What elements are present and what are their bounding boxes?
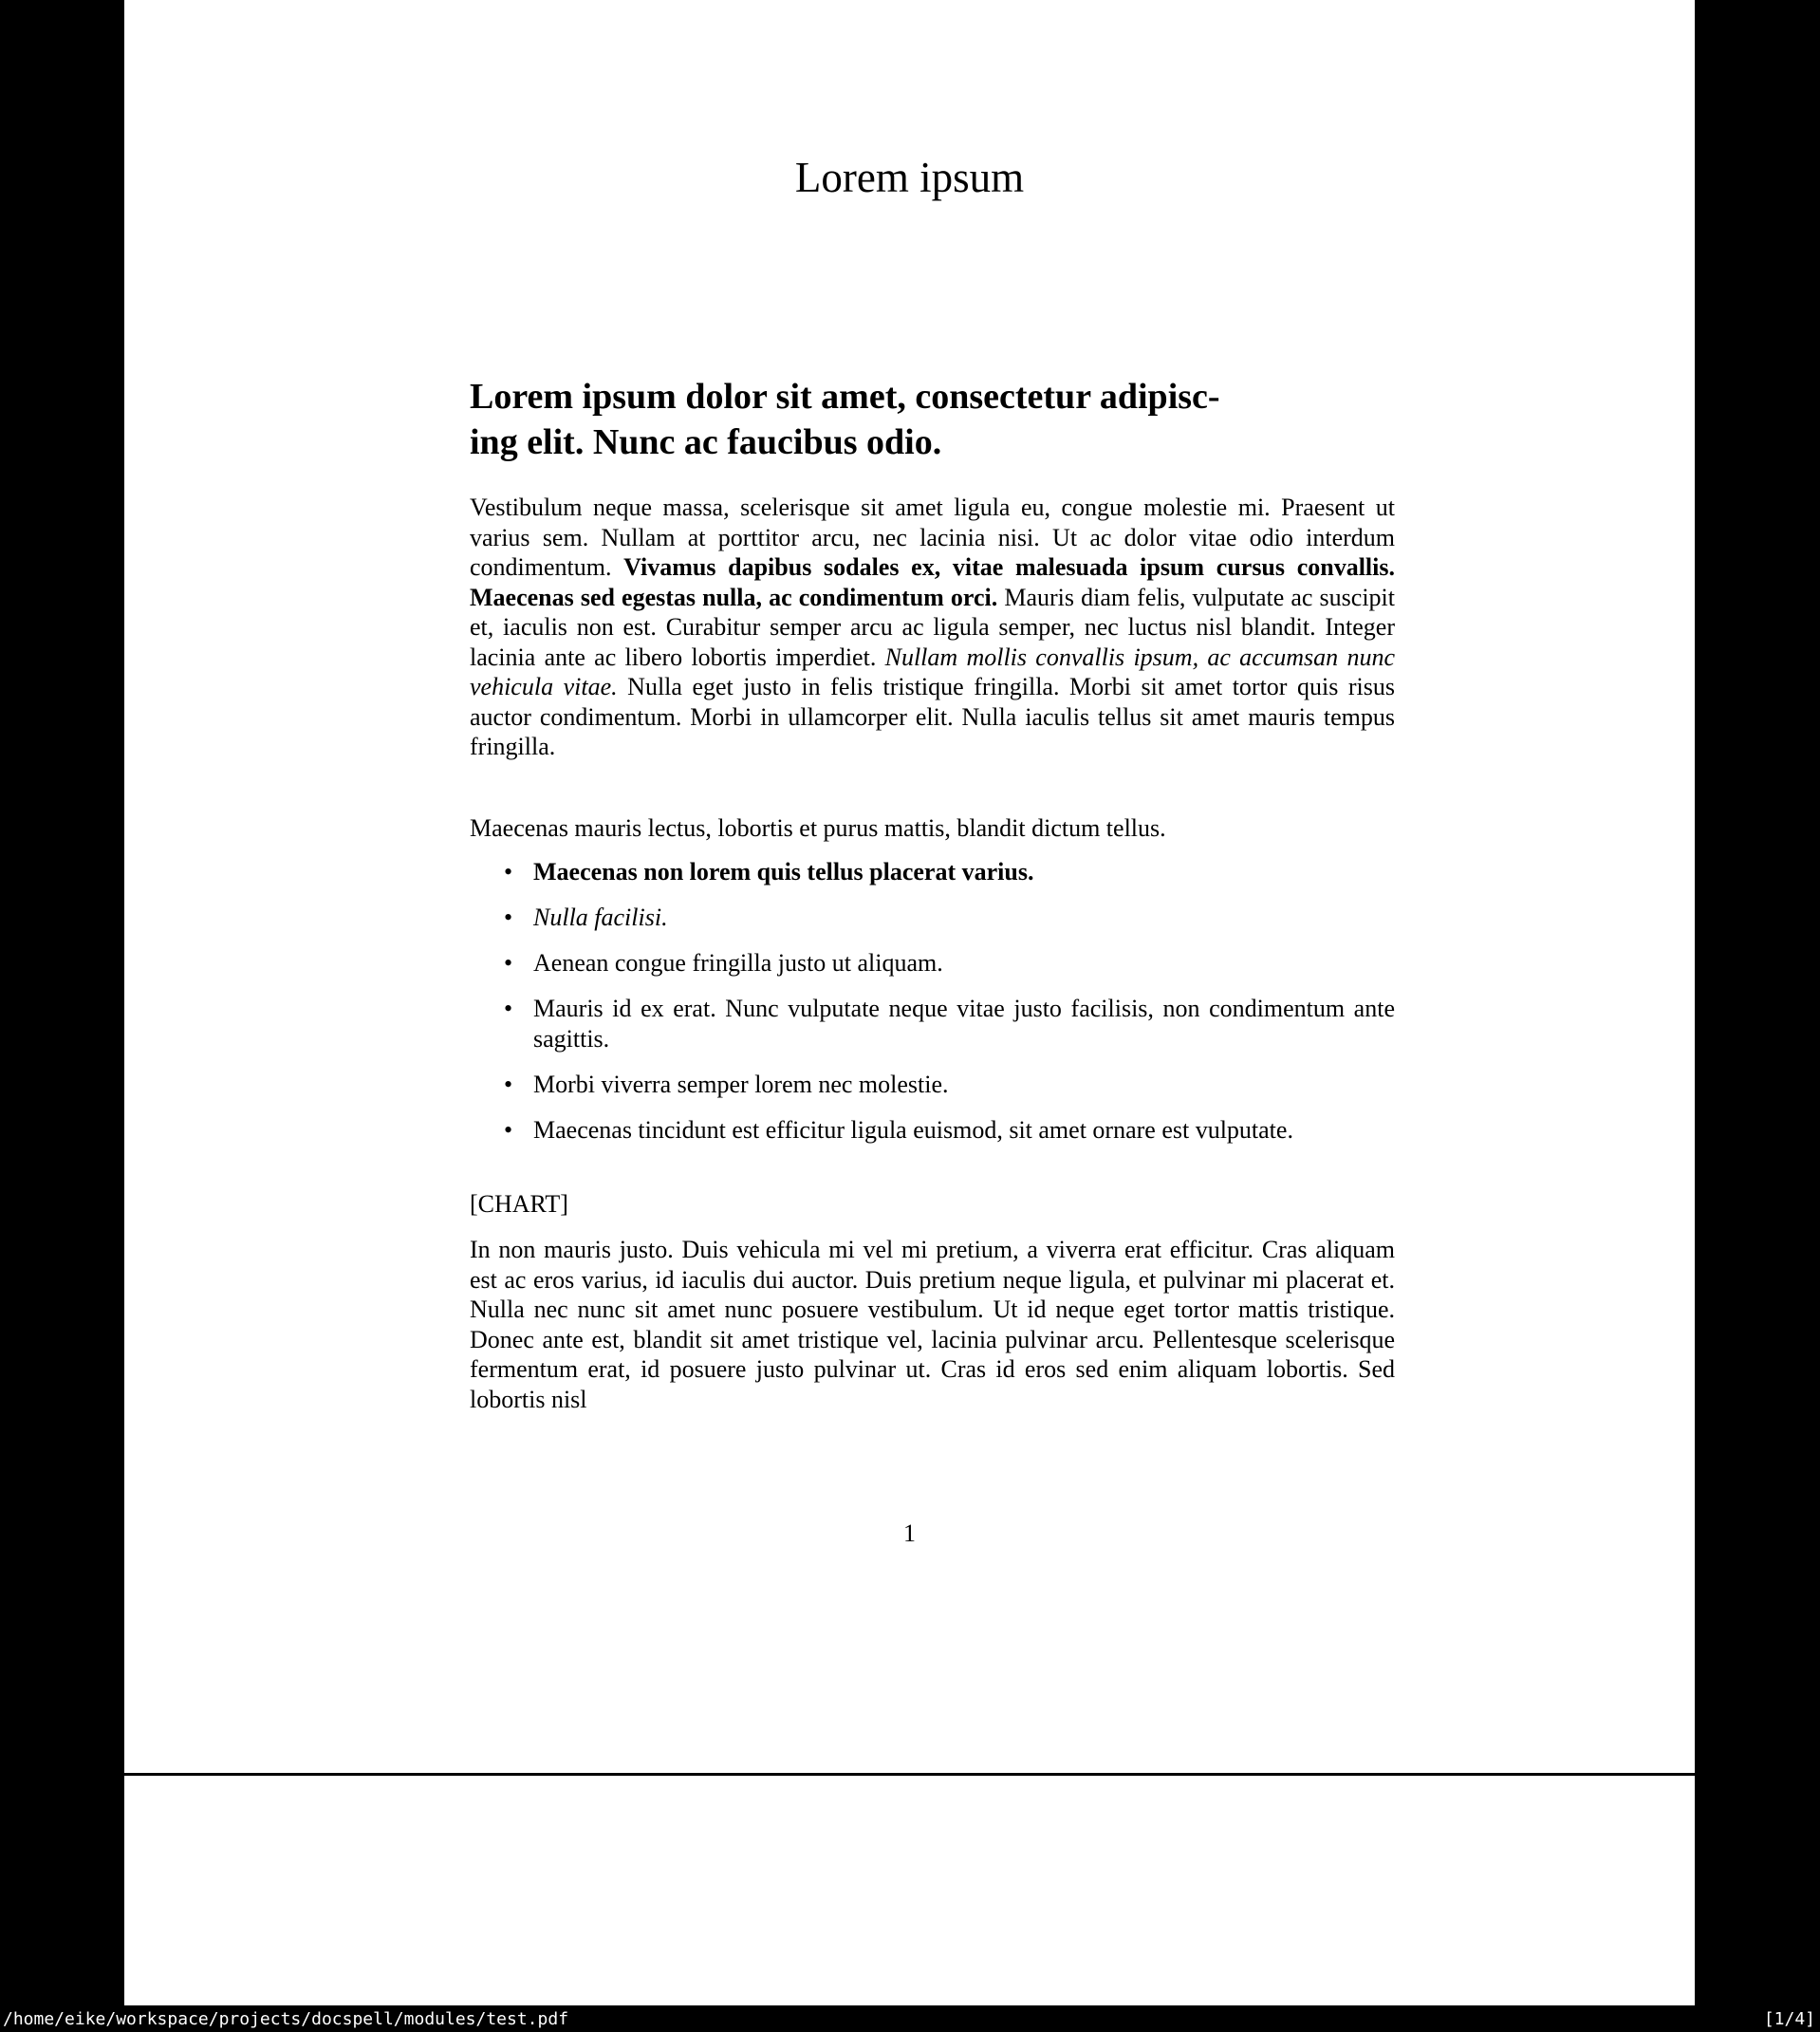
bullet-icon: • [504,1115,513,1144]
paragraph-3: In non mauris justo. Duis vehicula mi vel mi pretium, a viverra erat efficitur. Cras aliquam est ac eros varius, id iaculis dui auctor. Duis pretium neque ligula, et pulvinar mi placerat et. Nulla nec nunc sit amet nunc posuere vestibulum. Ut id neque eget tortor mattis tristique. Donec ante est, blandit sit amet tristique vel, lacinia pulvinar arcu. Pellentesque scelerisque fermentum erat, id posuere justo pulvinar ut. Cras id eros sed enim aliquam lobortis. Sed lobortis nisl [470,1236,1395,1413]
pdf-page-2 [124,1776,1695,2032]
section-heading-line-2: ing elit. Nunc ac faucibus odio. [470,422,942,462]
section-heading [470,374,1395,465]
statusbar-page-indicator: [1/4] [1763,2008,1815,2029]
statusbar-filepath: /home/eike/workspace/projects/docspell/modules/test.pdf [3,2008,569,2029]
list-item [470,948,1395,979]
paragraph-1: Vestibulum neque massa, scelerisque sit amet ligula eu, congue molestie mi. Praesent ut varius sem. Nullam at porttitor arcu, nec lacinia nisi. Ut ac dolor vitae odio interdum condimentum. Vivamus dapibus sodales ex, vitae malesuada ipsum cursus convallis. Maecenas sed egestas nulla, ac condimentum orci. Mauris diam felis, vulputate ac suscipit et, iaculis non est. Curabitur semper arcu ac ligula semper, nec luctus nisl blandit. Integer lacinia ante ac libero lobortis imperdiet. Nullam mollis convallis ipsum, ac accumsan nunc vehicula vitae. Nulla eget justo in felis tristique fringilla. Morbi sit amet tortor quis risus auctor condimentum. Morbi in ullamcorper elit. Nulla iaculis tellus sit amet mauris tempus fringilla. [470,494,1395,760]
bullet-icon: • [504,858,513,886]
statusbar [0,2005,1820,2032]
bullet-icon: • [504,949,513,977]
list-item [470,1070,1395,1100]
document-title: Lorem ipsum [794,154,1025,201]
list-item-text: Aenean congue fringilla justo ut aliquam. [533,949,943,977]
paragraph-2: Maecenas mauris lectus, lobortis et purus mattis, blandit dictum tellus. [470,814,1166,842]
bullet-icon: • [504,1070,513,1098]
list-item-text: Maecenas non lorem quis tellus placerat varius. [533,858,1034,886]
chart-placeholder: [CHART] [470,1190,568,1218]
list-item-text: Nulla facilisi. [533,904,668,931]
list-item [470,994,1395,1053]
list-item [470,1115,1395,1146]
bullet-list [470,857,1395,1161]
bullet-icon: • [504,904,513,931]
list-item-text: Morbi viverra semper lorem nec molestie. [533,1070,949,1098]
pdf-page-1 [124,0,1695,1773]
list-item [470,857,1395,887]
page-number: 1 [903,1519,916,1547]
bullet-icon: • [504,995,513,1022]
section-heading-line-1: Lorem ipsum dolor sit amet, consectetur adipisc- [470,377,1220,417]
list-item-text: Mauris id ex erat. Nunc vulputate neque vitae justo facilisis, non condimentum ante sagittis. [533,995,1395,1053]
list-item [470,903,1395,933]
list-item-text: Maecenas tincidunt est efficitur ligula euismod, sit amet ornare est vulputate. [533,1115,1293,1144]
